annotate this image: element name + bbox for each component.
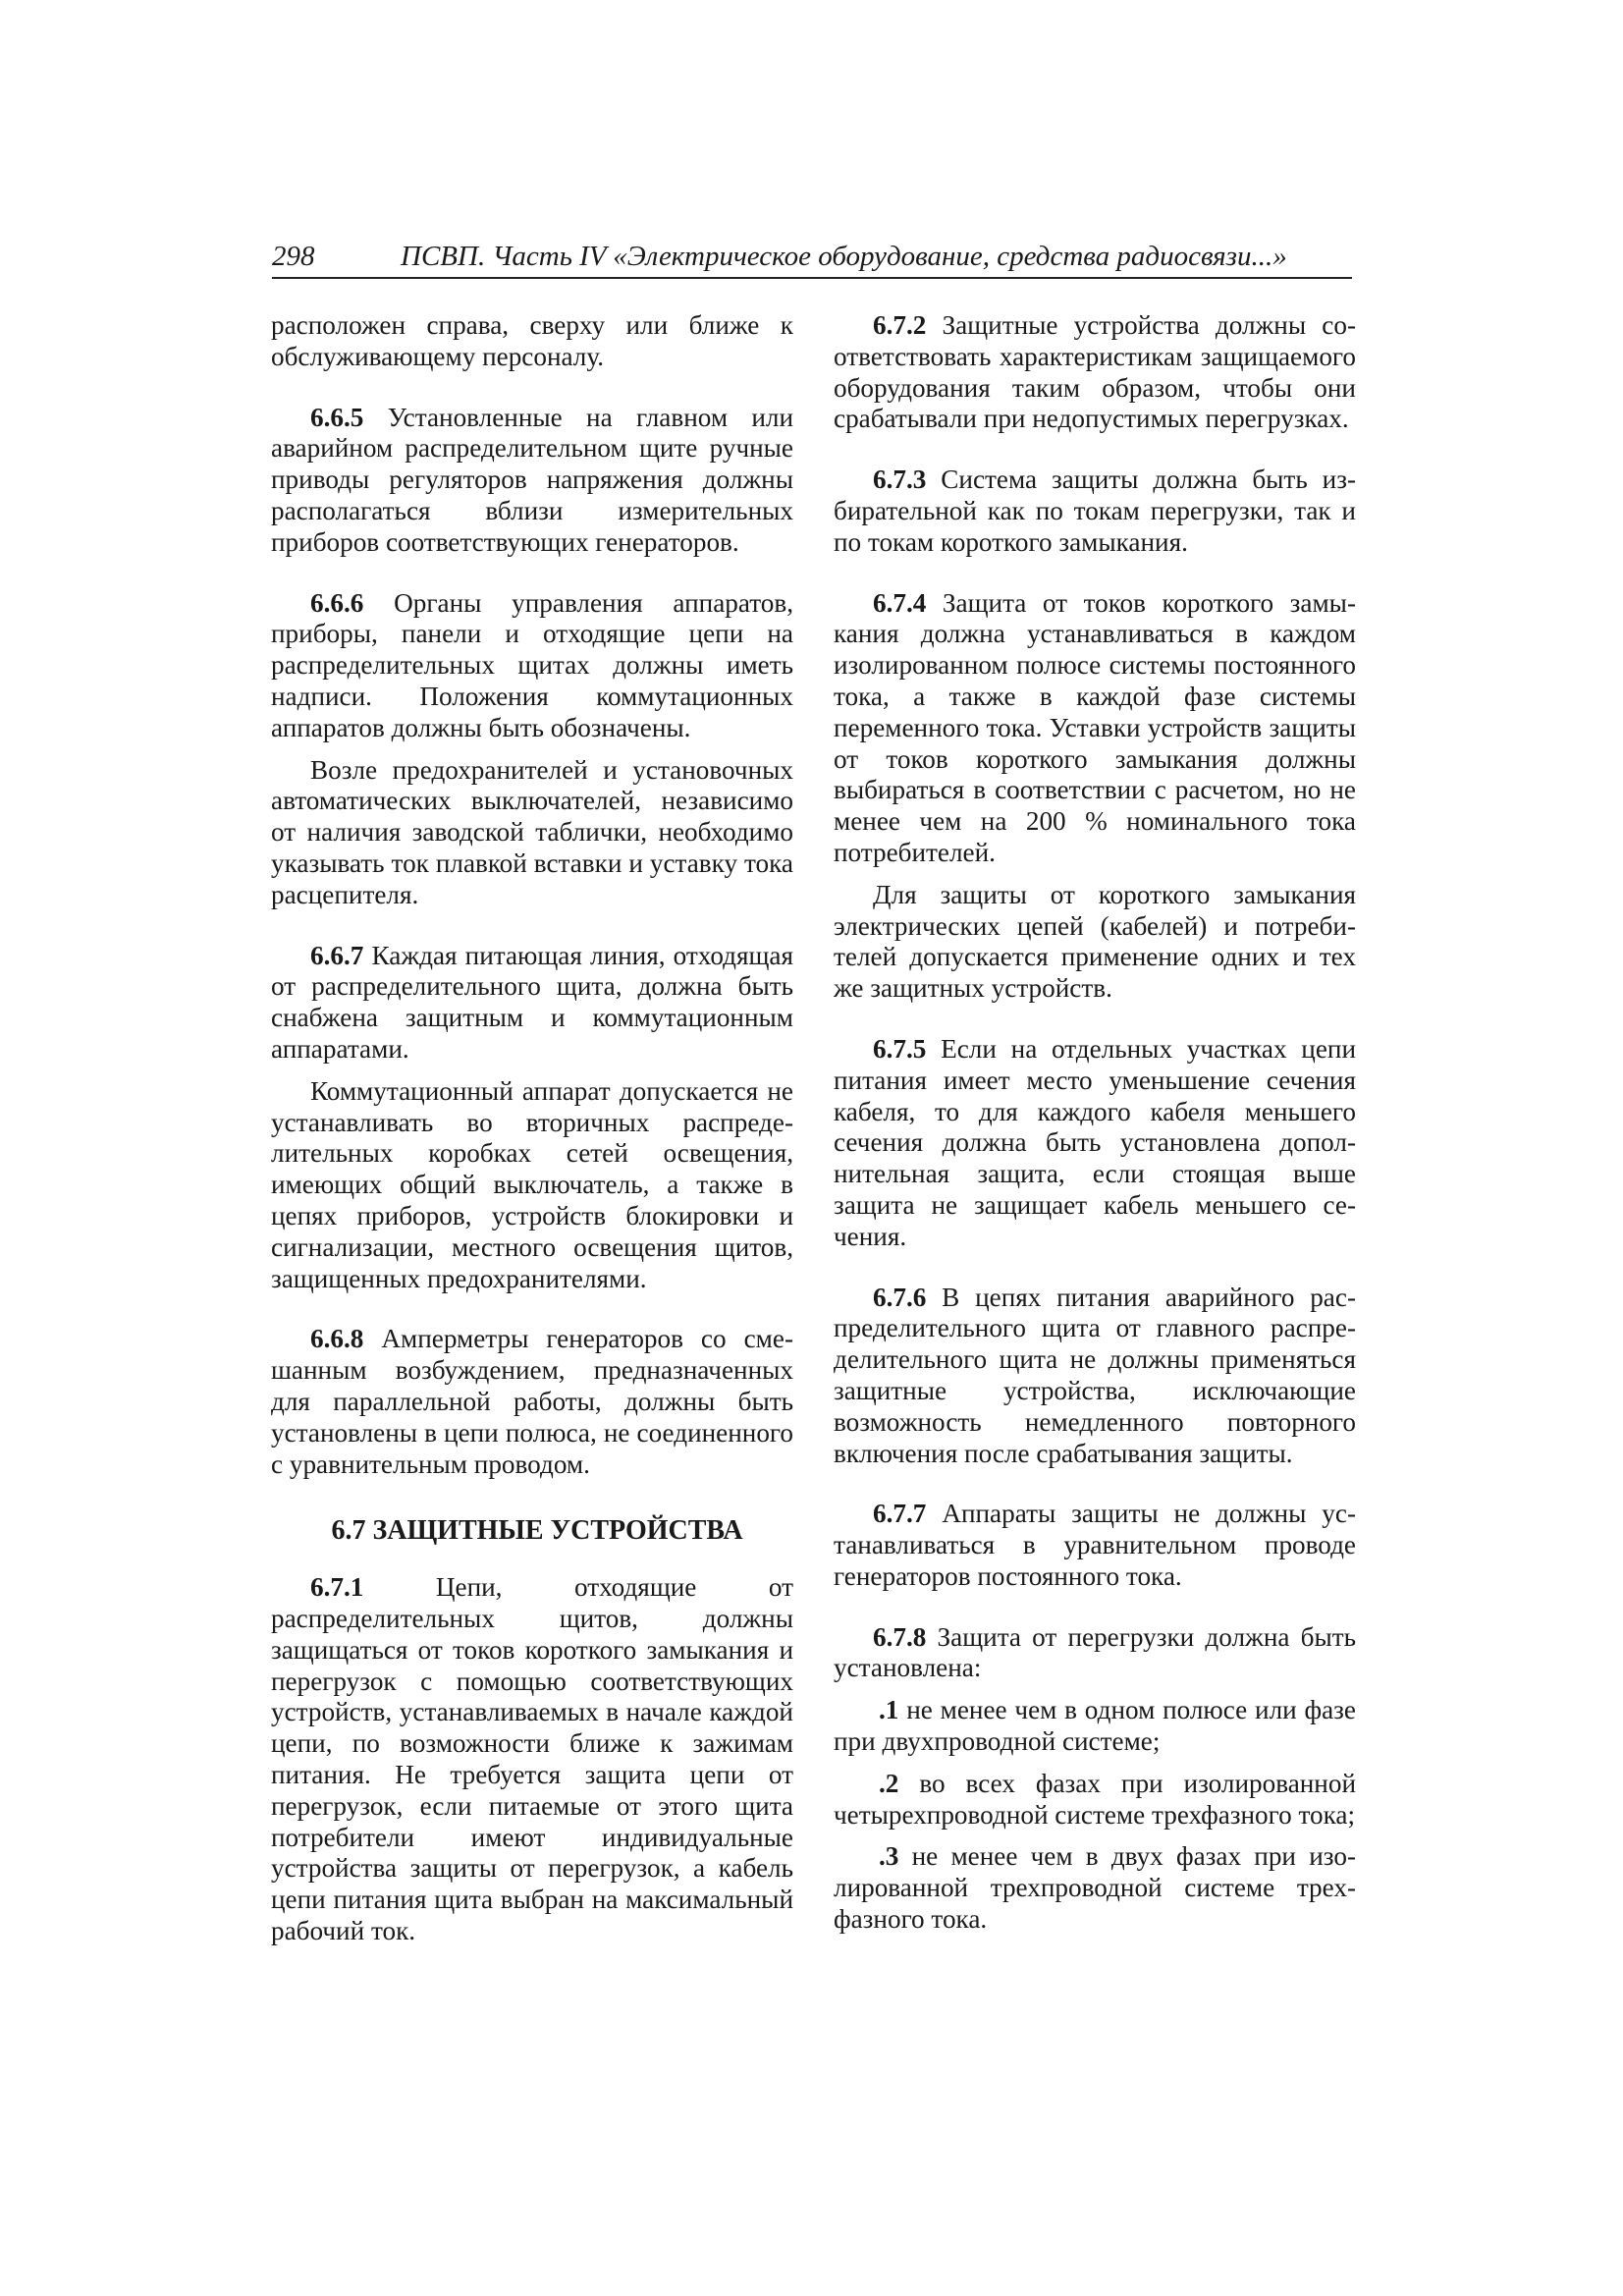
clause-number: 6.7.8 — [873, 1621, 927, 1652]
clause-text: Аппараты защиты не должны устанавливаться в уравнительном проводе генераторов постоянного тока. — [834, 1499, 1356, 1591]
clause-text: Защитные устройства должны соответствовать характеристикам защищаемого оборудования таким образом, чтобы они срабатывали при недопустимых перегрузках. — [834, 310, 1356, 434]
clause-number: 6.6.8 — [310, 1324, 364, 1354]
clause-text: Если на отдельных участках цепи питания имеет место уменьшение сечения кабеля, то для каждого кабеля меньшего сечения должна быть установлена дополнительная защита, если стоящая выше защита не защищает кабель меньшего сечения. — [834, 1033, 1356, 1251]
clause-number: 6.6.7 — [310, 940, 364, 970]
clause-text: Установленные на главном или аварийном распределительном щите ручные приводы регуляторов напряжения должны располагаться вблизи измерительных приборов соответствующих генераторов. — [271, 402, 793, 557]
clause-6-7-8 — [834, 1622, 1356, 1685]
list-item-number: .2 — [879, 1768, 899, 1798]
clause-text: Защита от перегрузки должна быть установлена: — [834, 1621, 1356, 1683]
clause-number: 6.7.6 — [873, 1282, 927, 1312]
clause-text: Органы управления аппаратов, приборы, панели и отходящие цепи на распределительных щитах должны иметь надписи. Положения коммутационных аппаратов должны быть обозначены. — [271, 587, 793, 742]
paragraph-text: Коммутационный аппарат допускается не устанавливать во вторичных распределительных коробках сетей освещения, имеющих общий выключатель, а также в цепях приборов, устройств блокировки и сигнализации, местного освещения щитов, защищенных предохранителями. — [271, 1075, 793, 1293]
clause-number: 6.7.4 — [873, 587, 927, 618]
clause-text: Цепи, отходящие от распределительных щитов, должны защищаться от токов короткого замыкания и перегрузок с помощью соответствующих устройств, устанавливаемых в начале каждой цепи, по возможности ближе к зажимам питания. Не требуется защита цепи от перегрузок, если питаемые от этого щита потребители имеют индивидуальные устройства защиты от перегрузок, а кабель цепи питания щита выбран на максимальный рабочий ток. — [271, 1572, 793, 1946]
clause-6-6-5 — [271, 403, 793, 559]
right-column — [834, 310, 1356, 1936]
clause-text: Система защиты должна быть избирательной как по токам перегрузки, так и по токам короткого замыкания. — [834, 465, 1356, 557]
section-heading: 6.7 ЗАЩИТНЫЕ УСТРОЙСТВА — [331, 1515, 743, 1547]
clause-6-7-4 — [834, 588, 1356, 869]
clause-text: В цепях питания аварийного распределительного щита от главного распределительного щита не должны применяться защитные устройства, исключающие возможность немедленного повторного включения после срабатывания защиты. — [834, 1282, 1356, 1468]
paragraph-text: расположен справа, сверху или ближе к обслуживающему персоналу. — [271, 310, 793, 371]
clause-6-7-6 — [834, 1283, 1356, 1470]
clause-6-6-8 — [271, 1324, 793, 1480]
list-item — [834, 1769, 1356, 1831]
clause-6-7-5 — [834, 1034, 1356, 1253]
paragraph-text: Возле предохранителей и установочных автоматических выключателей, независимо от наличия заводской таблички, необходимо указывать ток плавкой вставки и уставку тока расцепителя. — [271, 754, 793, 909]
list-item — [834, 1695, 1356, 1758]
clause-6-6-7 — [271, 941, 793, 1066]
clause-6-7-1 — [271, 1572, 793, 1947]
clause-number: 6.7.5 — [873, 1033, 927, 1064]
paragraph — [271, 310, 793, 373]
clause-text: Каждая питающая линия, отходящая от распределительного щита, должна быть снабжена защитным и коммутационным аппаратами. — [271, 940, 793, 1064]
paragraph — [834, 880, 1356, 1005]
list-item-text: не менее чем в одном полюсе или фазе при двухпроводной системе; — [834, 1695, 1356, 1757]
list-item-number: .3 — [879, 1841, 899, 1872]
clause-text: Амперметры генераторов со смешанным возбуждением, предназначенных для параллельной работы, должны быть установлены в цепи полюса, не соединенного с уравнительным проводом. — [271, 1324, 793, 1479]
running-title: ПСВП. Часть IV «Электрическое оборудование, средства радиосвязи...» — [401, 241, 1287, 272]
clause-6-7-2 — [834, 310, 1356, 435]
clause-number: 6.6.5 — [310, 402, 364, 432]
clause-6-7-7 — [834, 1499, 1356, 1592]
clause-6-7-3 — [834, 465, 1356, 558]
list-item-number: .1 — [879, 1695, 899, 1725]
paragraph-text: Для защиты от короткого замыкания электрических цепей (кабелей) и потребителей допускается применение одних и тех же защитных устройств. — [834, 879, 1356, 1004]
left-column — [271, 310, 793, 1947]
list-item-text: во всех фазах при изолированной четырехпроводной системе трехфазного тока; — [834, 1768, 1356, 1830]
list-item — [834, 1841, 1356, 1935]
clause-number: 6.7.7 — [873, 1499, 927, 1529]
clause-number: 6.6.6 — [310, 587, 364, 618]
page-number: 298 — [272, 241, 315, 272]
clause-6-6-6 — [271, 588, 793, 744]
clause-number: 6.7.1 — [310, 1572, 364, 1603]
clause-number: 6.7.3 — [873, 465, 927, 495]
clause-text: Защита от токов короткого замыкания должна устанавливаться в каждом изолированном полюсе системы постоянного тока, а также в каждой фазе системы переменного тока. Уставки устройств защиты от токов короткого замыкания должны выбираться в соответствии с расчетом, но не менее чем на 200 % номинального тока потребителей. — [834, 587, 1356, 867]
paragraph — [271, 1076, 793, 1295]
running-header — [272, 240, 1352, 279]
list-item-text: не менее чем в двух фазах при изолированной трехпроводной системе трехфазного тока. — [834, 1841, 1356, 1935]
paragraph — [271, 755, 793, 911]
clause-number: 6.7.2 — [873, 310, 927, 340]
